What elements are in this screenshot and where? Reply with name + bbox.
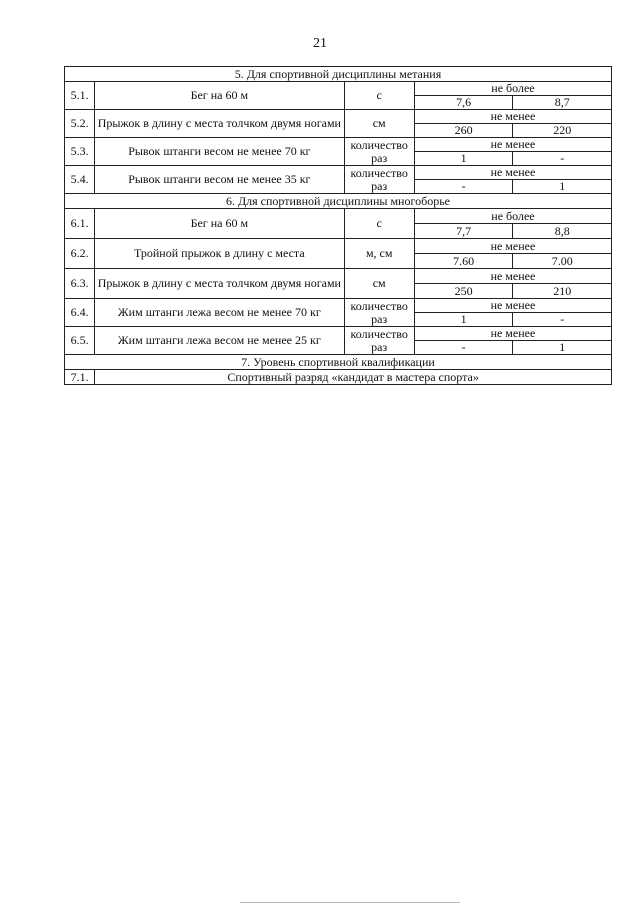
norm-row	[65, 138, 612, 152]
norm-condition: не менее	[414, 239, 611, 254]
norm-value-female: 8,7	[513, 96, 612, 110]
norm-row	[65, 299, 612, 313]
exercise-name: Прыжок в длину с места толчком двумя ногами	[95, 110, 344, 138]
unit-of-measure: с	[344, 82, 414, 110]
norm-row	[65, 327, 612, 341]
norm-value-male: 7,6	[414, 96, 513, 110]
norm-row	[65, 269, 612, 284]
row-number: 6.3.	[65, 269, 95, 299]
unit-of-measure: количество раз	[344, 166, 414, 194]
norm-value-male: -	[414, 180, 513, 194]
unit-of-measure: количество раз	[344, 327, 414, 355]
norm-value-male: -	[414, 341, 513, 355]
norm-value-female: 8,8	[513, 224, 612, 239]
unit-of-measure: количество раз	[344, 299, 414, 327]
section-header-row	[65, 355, 612, 370]
row-number: 5.3.	[65, 138, 95, 166]
row-number: 5.2.	[65, 110, 95, 138]
norm-value-female: -	[513, 152, 612, 166]
qualification-row	[65, 370, 612, 385]
norm-row	[65, 239, 612, 254]
exercise-name: Бег на 60 м	[95, 82, 344, 110]
unit-of-measure: с	[344, 209, 414, 239]
norm-value-male: 1	[414, 313, 513, 327]
row-number: 7.1.	[65, 370, 95, 385]
unit-of-measure: количество раз	[344, 138, 414, 166]
norm-row	[65, 209, 612, 224]
norm-condition: не более	[414, 82, 611, 96]
norm-value-female: 210	[513, 284, 612, 299]
norm-row	[65, 110, 612, 124]
norm-condition: не менее	[414, 110, 611, 124]
row-number: 6.1.	[65, 209, 95, 239]
norm-row	[65, 166, 612, 180]
section-title: 7. Уровень спортивной квалификации	[65, 355, 612, 370]
section-header-row	[65, 194, 612, 209]
norm-value-female: 220	[513, 124, 612, 138]
norm-condition: не более	[414, 209, 611, 224]
unit-of-measure: см	[344, 269, 414, 299]
exercise-name: Рывок штанги весом не менее 70 кг	[95, 138, 344, 166]
unit-of-measure: м, см	[344, 239, 414, 269]
section-title: 6. Для спортивной дисциплины многоборье	[65, 194, 612, 209]
norm-condition: не менее	[414, 269, 611, 284]
norm-value-male: 7.60	[414, 254, 513, 269]
norms-table	[64, 66, 612, 385]
scan-edge-line	[240, 902, 460, 903]
norm-value-female: -	[513, 313, 612, 327]
norm-condition: не менее	[414, 166, 611, 180]
norm-value-female: 1	[513, 341, 612, 355]
exercise-name: Жим штанги лежа весом не менее 70 кг	[95, 299, 344, 327]
section-title: 5. Для спортивной дисциплины метания	[65, 67, 612, 82]
row-number: 6.2.	[65, 239, 95, 269]
norm-value-female: 1	[513, 180, 612, 194]
norm-value-female: 7.00	[513, 254, 612, 269]
row-number: 5.1.	[65, 82, 95, 110]
page-number: 21	[313, 36, 327, 51]
norm-value-male: 260	[414, 124, 513, 138]
section-header-row	[65, 67, 612, 82]
norm-condition: не менее	[414, 299, 611, 313]
norm-condition: не менее	[414, 138, 611, 152]
exercise-name: Тройной прыжок в длину с места	[95, 239, 344, 269]
norm-value-male: 1	[414, 152, 513, 166]
norm-value-male: 7,7	[414, 224, 513, 239]
unit-of-measure: см	[344, 110, 414, 138]
exercise-name: Рывок штанги весом не менее 35 кг	[95, 166, 344, 194]
row-number: 6.5.	[65, 327, 95, 355]
row-number: 5.4.	[65, 166, 95, 194]
exercise-name: Бег на 60 м	[95, 209, 344, 239]
exercise-name: Жим штанги лежа весом не менее 25 кг	[95, 327, 344, 355]
norm-row	[65, 82, 612, 96]
row-number: 6.4.	[65, 299, 95, 327]
norm-condition: не менее	[414, 327, 611, 341]
qualification-text: Спортивный разряд «кандидат в мастера спорта»	[95, 370, 612, 385]
norm-value-male: 250	[414, 284, 513, 299]
exercise-name: Прыжок в длину с места толчком двумя ногами	[95, 269, 344, 299]
